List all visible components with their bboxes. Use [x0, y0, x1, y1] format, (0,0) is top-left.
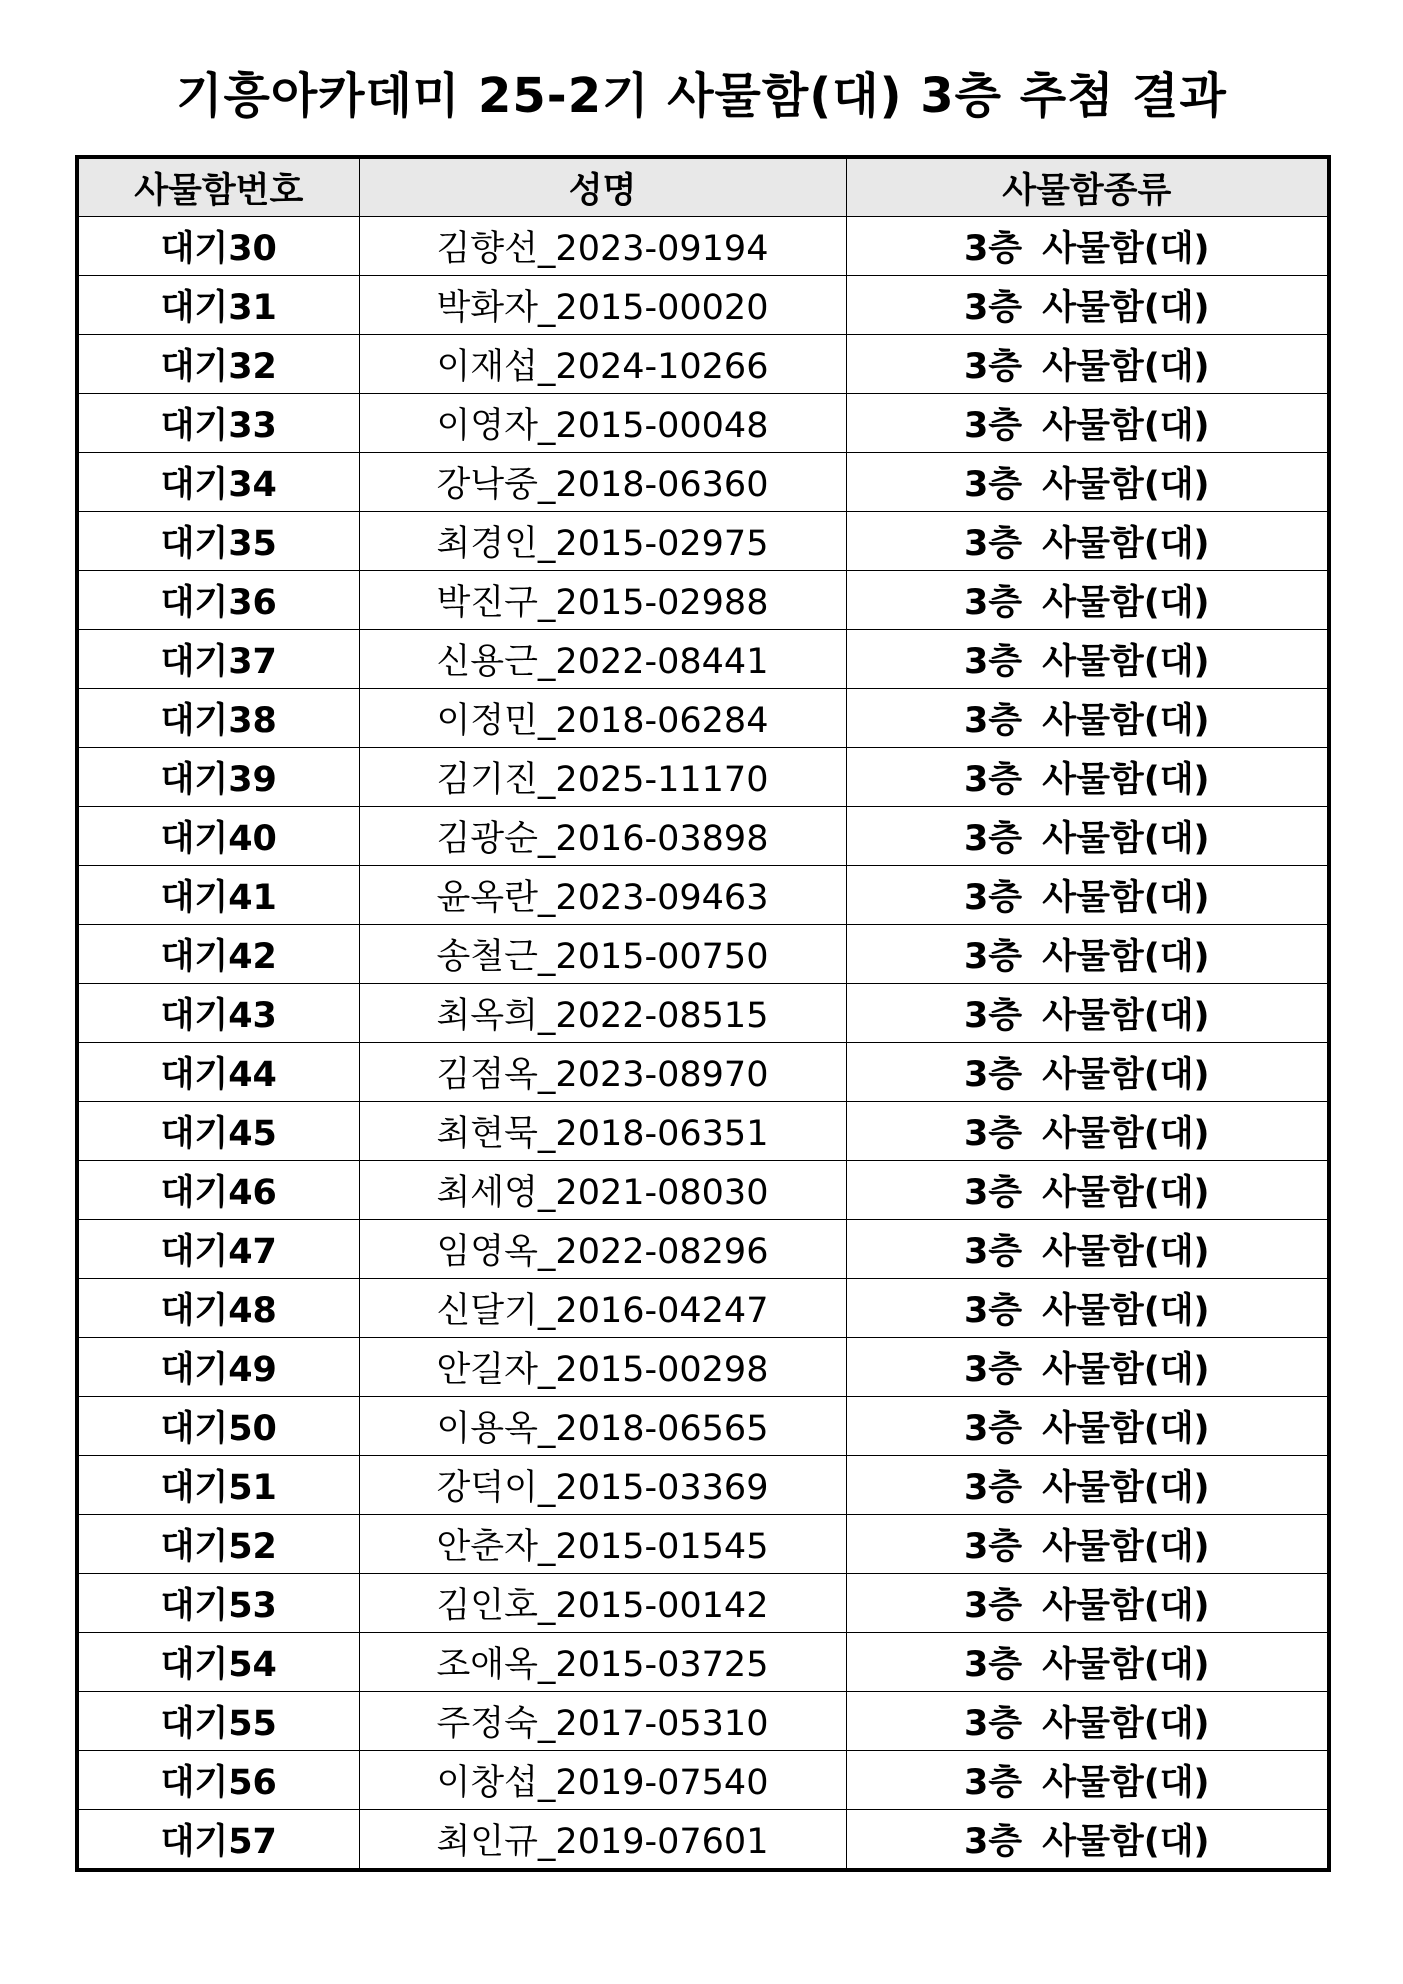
header-locker-type: 사물함종류	[846, 159, 1327, 217]
locker-type-cell: 3층 사물함(대)	[846, 689, 1327, 748]
member-name-cell: 강덕이_2015-03369	[359, 1456, 846, 1515]
member-name-cell: 주정숙_2017-05310	[359, 1692, 846, 1751]
member-name-cell: 김점옥_2023-08970	[359, 1043, 846, 1102]
locker-number-cell: 대기50	[79, 1397, 359, 1456]
locker-number-cell: 대기33	[79, 394, 359, 453]
locker-number-cell: 대기54	[79, 1633, 359, 1692]
table-row	[79, 217, 1327, 276]
table-row	[79, 1338, 1327, 1397]
locker-number-cell: 대기36	[79, 571, 359, 630]
member-name-cell: 안춘자_2015-01545	[359, 1515, 846, 1574]
table-row	[79, 1456, 1327, 1515]
locker-number-cell: 대기42	[79, 925, 359, 984]
locker-number-cell: 대기37	[79, 630, 359, 689]
table-row	[79, 394, 1327, 453]
table-row	[79, 512, 1327, 571]
member-name-cell: 임영옥_2022-08296	[359, 1220, 846, 1279]
locker-type-cell: 3층 사물함(대)	[846, 453, 1327, 512]
table-row	[79, 689, 1327, 748]
header-name: 성명	[359, 159, 846, 217]
table-row	[79, 1220, 1327, 1279]
member-name-cell: 이정민_2018-06284	[359, 689, 846, 748]
member-name-cell: 김향선_2023-09194	[359, 217, 846, 276]
member-name-cell: 최인규_2019-07601	[359, 1810, 846, 1869]
table-row	[79, 1692, 1327, 1751]
locker-number-cell: 대기52	[79, 1515, 359, 1574]
locker-number-cell: 대기47	[79, 1220, 359, 1279]
member-name-cell: 윤옥란_2023-09463	[359, 866, 846, 925]
locker-number-cell: 대기56	[79, 1751, 359, 1810]
locker-type-cell: 3층 사물함(대)	[846, 630, 1327, 689]
locker-number-cell: 대기48	[79, 1279, 359, 1338]
locker-result-table	[75, 155, 1331, 1872]
locker-type-cell: 3층 사물함(대)	[846, 335, 1327, 394]
member-name-cell: 이용옥_2018-06565	[359, 1397, 846, 1456]
member-name-cell: 김기진_2025-11170	[359, 748, 846, 807]
member-name-cell: 김광순_2016-03898	[359, 807, 846, 866]
locker-type-cell: 3층 사물함(대)	[846, 1456, 1327, 1515]
locker-number-cell: 대기51	[79, 1456, 359, 1515]
member-name-cell: 이영자_2015-00048	[359, 394, 846, 453]
locker-number-cell: 대기45	[79, 1102, 359, 1161]
member-name-cell: 박진구_2015-02988	[359, 571, 846, 630]
locker-number-cell: 대기53	[79, 1574, 359, 1633]
locker-number-cell: 대기39	[79, 748, 359, 807]
locker-type-cell: 3층 사물함(대)	[846, 1338, 1327, 1397]
locker-number-cell: 대기30	[79, 217, 359, 276]
locker-number-cell: 대기44	[79, 1043, 359, 1102]
member-name-cell: 최세영_2021-08030	[359, 1161, 846, 1220]
locker-number-cell: 대기34	[79, 453, 359, 512]
table-row	[79, 1397, 1327, 1456]
table-row	[79, 1574, 1327, 1633]
table-row	[79, 571, 1327, 630]
table-row	[79, 630, 1327, 689]
locker-type-cell: 3층 사물함(대)	[846, 1043, 1327, 1102]
locker-number-cell: 대기55	[79, 1692, 359, 1751]
member-name-cell: 안길자_2015-00298	[359, 1338, 846, 1397]
table-row	[79, 1810, 1327, 1869]
member-name-cell: 김인호_2015-00142	[359, 1574, 846, 1633]
locker-type-cell: 3층 사물함(대)	[846, 866, 1327, 925]
member-name-cell: 이재섭_2024-10266	[359, 335, 846, 394]
table	[79, 159, 1327, 1868]
table-row	[79, 748, 1327, 807]
table-row	[79, 1279, 1327, 1338]
locker-number-cell: 대기32	[79, 335, 359, 394]
member-name-cell: 박화자_2015-00020	[359, 276, 846, 335]
locker-type-cell: 3층 사물함(대)	[846, 748, 1327, 807]
table-row	[79, 453, 1327, 512]
locker-type-cell: 3층 사물함(대)	[846, 1751, 1327, 1810]
locker-type-cell: 3층 사물함(대)	[846, 1633, 1327, 1692]
table-row	[79, 276, 1327, 335]
page-title: 기흥아카데미 25-2기 사물함(대) 3층 추첨 결과	[176, 68, 1227, 124]
table-row	[79, 1102, 1327, 1161]
locker-type-cell: 3층 사물함(대)	[846, 1102, 1327, 1161]
locker-number-cell: 대기31	[79, 276, 359, 335]
member-name-cell: 최옥희_2022-08515	[359, 984, 846, 1043]
locker-type-cell: 3층 사물함(대)	[846, 1574, 1327, 1633]
table-row	[79, 1161, 1327, 1220]
locker-number-cell: 대기38	[79, 689, 359, 748]
table-body	[79, 217, 1327, 1869]
locker-type-cell: 3층 사물함(대)	[846, 1397, 1327, 1456]
locker-type-cell: 3층 사물함(대)	[846, 394, 1327, 453]
header-locker-number: 사물함번호	[79, 159, 359, 217]
table-row	[79, 1633, 1327, 1692]
member-name-cell: 조애옥_2015-03725	[359, 1633, 846, 1692]
table-row	[79, 925, 1327, 984]
locker-number-cell: 대기43	[79, 984, 359, 1043]
locker-type-cell: 3층 사물함(대)	[846, 1220, 1327, 1279]
locker-number-cell: 대기35	[79, 512, 359, 571]
locker-type-cell: 3층 사물함(대)	[846, 984, 1327, 1043]
locker-type-cell: 3층 사물함(대)	[846, 512, 1327, 571]
locker-type-cell: 3층 사물함(대)	[846, 1279, 1327, 1338]
locker-type-cell: 3층 사물함(대)	[846, 1810, 1327, 1869]
locker-type-cell: 3층 사물함(대)	[846, 1692, 1327, 1751]
member-name-cell: 신달기_2016-04247	[359, 1279, 846, 1338]
table-row	[79, 807, 1327, 866]
table-row	[79, 1043, 1327, 1102]
locker-number-cell: 대기57	[79, 1810, 359, 1869]
locker-number-cell: 대기41	[79, 866, 359, 925]
locker-type-cell: 3층 사물함(대)	[846, 276, 1327, 335]
table-row	[79, 866, 1327, 925]
member-name-cell: 신용근_2022-08441	[359, 630, 846, 689]
locker-number-cell: 대기49	[79, 1338, 359, 1397]
locker-type-cell: 3층 사물함(대)	[846, 217, 1327, 276]
member-name-cell: 송철근_2015-00750	[359, 925, 846, 984]
table-row	[79, 984, 1327, 1043]
locker-type-cell: 3층 사물함(대)	[846, 571, 1327, 630]
member-name-cell: 이창섭_2019-07540	[359, 1751, 846, 1810]
locker-number-cell: 대기40	[79, 807, 359, 866]
table-row	[79, 1751, 1327, 1810]
table-header-row	[79, 159, 1327, 217]
locker-type-cell: 3층 사물함(대)	[846, 807, 1327, 866]
table-row	[79, 335, 1327, 394]
locker-type-cell: 3층 사물함(대)	[846, 1161, 1327, 1220]
locker-type-cell: 3층 사물함(대)	[846, 1515, 1327, 1574]
member-name-cell: 최현묵_2018-06351	[359, 1102, 846, 1161]
locker-number-cell: 대기46	[79, 1161, 359, 1220]
locker-type-cell: 3층 사물함(대)	[846, 925, 1327, 984]
member-name-cell: 강낙중_2018-06360	[359, 453, 846, 512]
table-row	[79, 1515, 1327, 1574]
member-name-cell: 최경인_2015-02975	[359, 512, 846, 571]
